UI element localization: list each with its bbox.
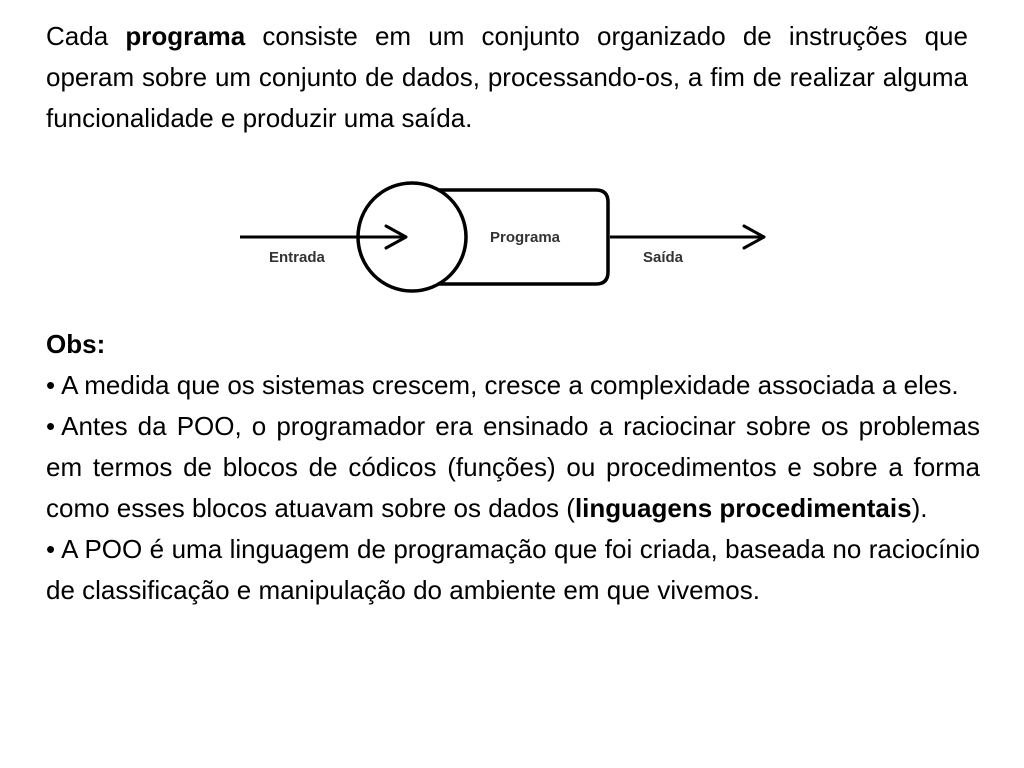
output-label: Saída <box>643 249 684 266</box>
input-label: Entrada <box>269 249 325 266</box>
obs-section <box>46 324 980 611</box>
obs-item-text: A medida que os sistemas crescem, cresce a complexidade associada a eles. <box>61 370 959 400</box>
obs-list <box>46 365 980 611</box>
obs-item-text-before: Antes da POO, o programador era ensinado a raciocinar sobre os problemas em termos de blocos de códicos (funções) ou procedimentos e sobre a forma como esses blocos atuavam sobre os dados ( <box>46 411 980 523</box>
intro-prefix: Cada <box>46 21 126 51</box>
obs-item-text-after: ). <box>911 493 928 523</box>
bullet-icon: • <box>46 534 56 564</box>
intro-paragraph <box>46 16 968 139</box>
program-label: Programa <box>490 229 561 246</box>
obs-item <box>46 406 980 529</box>
bullet-icon: • <box>46 370 56 400</box>
obs-title: Obs: <box>46 329 106 359</box>
bullet-icon: • <box>46 411 56 441</box>
obs-item <box>46 529 980 611</box>
obs-item <box>46 365 980 406</box>
intro-bold-term: programa <box>125 21 246 51</box>
intro-suffix: consiste em um conjunto organizado de instruções que operam sobre um conjunto de dados, processando-os, a fim de realizar alguma funcionalidade e produzir uma saída. <box>46 21 968 133</box>
program-diagram-svg <box>230 176 780 300</box>
obs-item-text: A POO é uma linguagem de programação que foi criada, baseada no raciocínio de classificação e manipulação do ambiente em que vivemos. <box>46 534 980 605</box>
obs-item-bold-term: linguagens procedimentais <box>574 493 912 523</box>
program-diagram <box>230 176 780 300</box>
